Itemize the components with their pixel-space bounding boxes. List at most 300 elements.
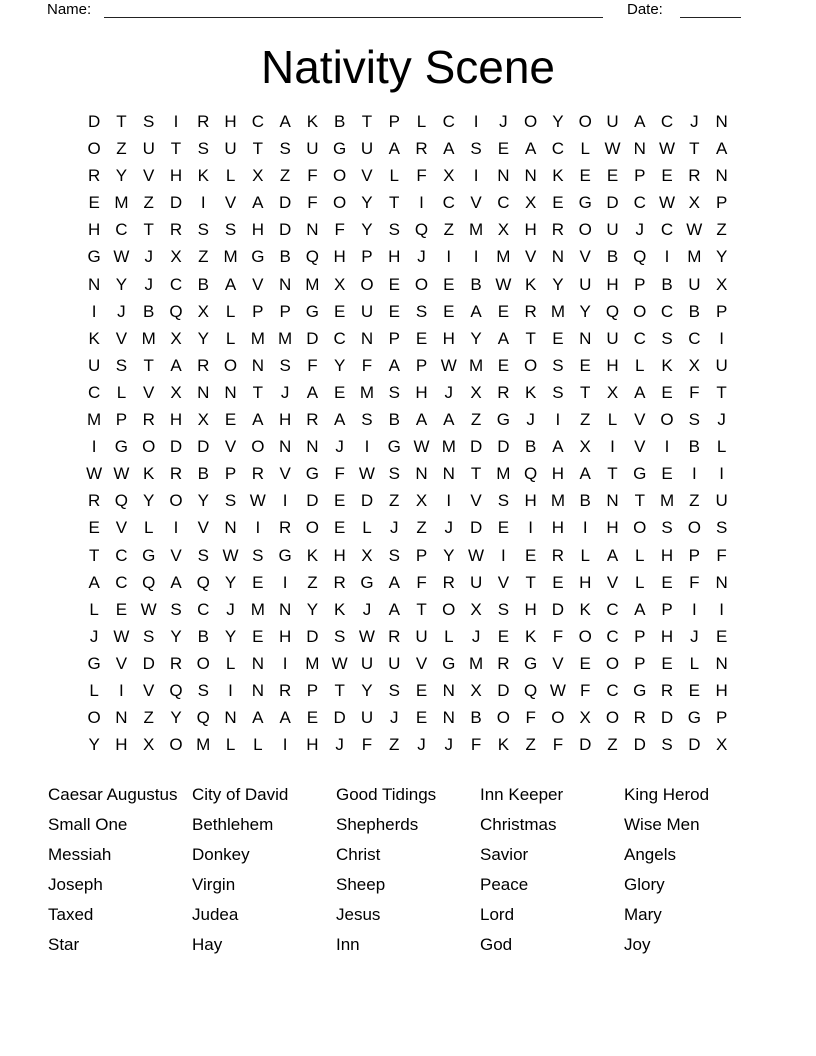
grid-cell-letter: J xyxy=(417,735,426,755)
grid-cell-letter: I xyxy=(691,599,697,619)
grid-cell-letter: M xyxy=(141,328,156,348)
grid-cell-letter: S xyxy=(470,139,482,159)
grid-cell-letter: I xyxy=(446,491,452,511)
grid-cell-letter: C xyxy=(633,193,646,213)
grid-cell-letter: E xyxy=(334,301,346,321)
grid-cell-letter: M xyxy=(196,735,211,755)
word-list-item: Hay xyxy=(192,934,223,954)
grid-cell-letter: O xyxy=(551,708,565,728)
grid-cell-letter: W xyxy=(113,464,130,484)
word-list xyxy=(48,780,816,959)
grid-cell-letter: Y xyxy=(306,599,319,619)
grid-cell-letter: O xyxy=(333,166,347,186)
grid-cell-letter: V xyxy=(361,166,373,186)
grid-cell-letter: O xyxy=(223,355,238,375)
word-list-item: Sheep xyxy=(336,874,386,894)
grid-cell-letter: S xyxy=(143,112,155,131)
grid-cell-letter: D xyxy=(606,193,619,213)
grid-cell-letter: H xyxy=(606,518,619,538)
grid-cell-letter: V xyxy=(579,247,591,267)
grid-cell-letter: Y xyxy=(143,491,155,511)
grid-cell-letter: N xyxy=(442,708,455,728)
grid-cell-letter: R xyxy=(169,220,183,240)
word-list-item: Bethlehem xyxy=(192,815,274,835)
word-list-item: Messiah xyxy=(48,845,112,865)
grid-cell-letter: Q xyxy=(633,247,647,267)
grid-cell-letter: B xyxy=(197,626,209,646)
grid-cell-letter: S xyxy=(552,382,564,402)
grid-cell-letter: T xyxy=(116,112,127,131)
grid-row xyxy=(81,542,736,569)
grid-cell-letter: A xyxy=(470,301,482,321)
grid-cell-letter: B xyxy=(688,437,700,457)
grid-cell-letter: N xyxy=(251,680,264,700)
grid-cell-letter: P xyxy=(715,708,728,728)
grid-cell-letter: C xyxy=(633,328,646,348)
grid-cell-letter: E xyxy=(115,599,128,619)
date-fill-in-line xyxy=(680,0,741,18)
grid-cell-letter: D xyxy=(306,491,319,511)
grid-cell-letter: Q xyxy=(169,301,183,321)
grid-cell-letter: E xyxy=(661,464,673,484)
grid-cell-letter: N xyxy=(306,437,319,457)
grid-cell-letter: W xyxy=(659,193,676,213)
grid-cell-letter: K xyxy=(143,464,155,484)
grid-cell-letter: E xyxy=(334,382,346,402)
grid-cell-letter: L xyxy=(635,545,645,565)
grid-cell-letter: E xyxy=(552,193,564,213)
grid-cell-letter: J xyxy=(389,708,399,728)
grid-cell-letter: O xyxy=(687,518,701,538)
grid-cell-letter: I xyxy=(473,166,479,186)
grid-cell-letter: U xyxy=(715,491,728,511)
grid-cell-letter: J xyxy=(226,599,235,619)
grid-cell-letter: D xyxy=(633,735,646,755)
grid-cell-letter: O xyxy=(578,626,592,646)
word-list-item: Shepherds xyxy=(336,815,419,835)
grid-cell-letter: E xyxy=(415,680,428,700)
grid-cell-letter: E xyxy=(88,193,100,213)
grid-cell-letter: W xyxy=(549,680,566,700)
word-list-item: Joseph xyxy=(48,874,103,894)
grid-cell-letter: I xyxy=(419,193,424,213)
grid-cell-letter: R xyxy=(551,220,565,240)
grid-cell-letter: V xyxy=(497,572,510,592)
grid-cell-letter: E xyxy=(497,355,510,375)
grid-cell-letter: E xyxy=(715,626,728,646)
grid-cell-letter: T xyxy=(252,382,264,402)
grid-cell-letter: Z xyxy=(198,247,209,267)
word-list-item: Christ xyxy=(336,845,381,865)
grid-cell-letter: G xyxy=(87,247,101,267)
grid-cell-letter: X xyxy=(688,193,700,213)
grid-cell-letter: X xyxy=(579,437,591,457)
grid-cell-letter: Q xyxy=(414,220,429,240)
grid-cell-letter: J xyxy=(526,410,535,430)
grid-cell-letter: D xyxy=(278,220,292,240)
grid-row xyxy=(81,189,736,216)
grid-cell-letter: Z xyxy=(607,735,618,755)
grid-cell-letter: G xyxy=(251,247,265,267)
grid-cell-letter: I xyxy=(364,437,370,457)
grid-cell-letter: C xyxy=(660,112,674,131)
grid-cell-letter: X xyxy=(197,410,209,430)
grid-cell-letter: E xyxy=(661,653,673,673)
grid-cell-letter: N xyxy=(88,274,101,294)
grid-cell-letter: P xyxy=(279,301,291,321)
grid-cell-letter: E xyxy=(388,274,400,294)
grid-cell-letter: L xyxy=(89,680,99,700)
grid-cell-letter: A xyxy=(388,599,400,619)
grid-cell-letter: Q xyxy=(524,680,538,700)
grid-cell-letter: D xyxy=(469,518,483,538)
grid-cell-letter: C xyxy=(169,274,183,294)
grid-cell-letter: B xyxy=(143,301,155,321)
grid-cell-letter: N xyxy=(360,328,374,348)
grid-cell-letter: L xyxy=(716,437,727,457)
word-list-item: Lord xyxy=(480,904,515,924)
grid-row xyxy=(81,135,736,162)
grid-cell-letter: J xyxy=(499,112,508,131)
grid-cell-letter: G xyxy=(387,437,401,457)
grid-cell-letter: D xyxy=(278,193,292,213)
grid-cell-letter: S xyxy=(252,545,264,565)
grid-cell-letter: K xyxy=(497,735,510,755)
grid-cell-letter: V xyxy=(224,193,237,213)
grid-cell-letter: K xyxy=(306,112,319,131)
grid-cell-letter: Y xyxy=(170,708,182,728)
grid-cell-letter: O xyxy=(524,355,538,375)
grid-cell-letter: J xyxy=(417,247,426,267)
grid-cell-letter: V xyxy=(224,437,237,457)
word-list-column xyxy=(192,780,336,959)
grid-cell-letter: X xyxy=(715,274,728,294)
word-list-item: Good Tidings xyxy=(336,785,437,805)
word-list-item: Wise Men xyxy=(624,815,700,835)
grid-cell-letter: C xyxy=(688,328,701,348)
grid-cell-letter: J xyxy=(117,301,126,321)
grid-cell-letter: O xyxy=(87,139,101,159)
grid-cell-letter: V xyxy=(470,193,482,213)
grid-cell-letter: L xyxy=(116,382,127,402)
grid-cell-letter: D xyxy=(469,437,483,457)
grid-cell-letter: V xyxy=(197,518,209,538)
grid-cell-letter: X xyxy=(497,220,510,240)
grid-cell-letter: O xyxy=(578,220,592,240)
grid-cell-letter: R xyxy=(88,491,101,511)
grid-cell-letter: T xyxy=(88,545,100,565)
grid-cell-letter: F xyxy=(334,464,345,484)
grid-cell-letter: F xyxy=(334,220,345,240)
word-list-item: King Herod xyxy=(624,785,710,805)
grid-cell-letter: A xyxy=(579,464,591,484)
grid-cell-letter: L xyxy=(635,355,645,375)
grid-cell-letter: Z xyxy=(416,518,427,538)
grid-cell-letter: I xyxy=(255,518,261,538)
grid-cell-letter: P xyxy=(252,301,264,321)
grid-cell-letter: Z xyxy=(470,410,482,430)
grid-cell-letter: S xyxy=(197,220,209,240)
grid-cell-letter: M xyxy=(687,247,702,267)
grid-cell-letter: K xyxy=(524,626,537,646)
grid-cell-letter: F xyxy=(552,626,564,646)
word-list-item: Small One xyxy=(48,815,128,835)
grid-cell-letter: C xyxy=(251,112,264,131)
grid-cell-letter: T xyxy=(389,193,400,213)
grid-cell-letter: N xyxy=(442,464,455,484)
grid-cell-letter: J xyxy=(444,382,454,402)
grid-cell-letter: T xyxy=(525,328,536,348)
grid-cell-letter: N xyxy=(251,653,264,673)
grid-cell-letter: E xyxy=(88,518,100,538)
grid-cell-letter: V xyxy=(252,274,264,294)
word-list-item: Star xyxy=(48,934,80,954)
grid-cell-letter: G xyxy=(142,545,156,565)
grid-cell-letter: U xyxy=(388,653,401,673)
grid-cell-letter: O xyxy=(305,518,319,538)
grid-cell-letter: X xyxy=(470,599,482,619)
grid-cell-letter: H xyxy=(333,247,346,267)
grid-cell-letter: R xyxy=(688,166,701,186)
grid-cell-letter: M xyxy=(468,220,484,240)
grid-cell-letter: Y xyxy=(361,680,373,700)
grid-cell-letter: U xyxy=(360,301,374,321)
grid-cell-letter: E xyxy=(334,491,346,511)
grid-cell-letter: D xyxy=(333,708,346,728)
grid-cell-letter: I xyxy=(282,653,288,673)
grid-cell-letter: R xyxy=(333,572,346,592)
grid-cell-letter: T xyxy=(170,139,182,159)
word-list-item: God xyxy=(480,934,513,954)
grid-cell-letter: S xyxy=(497,599,510,619)
grid-cell-letter: E xyxy=(252,626,264,646)
grid-cell-letter: S xyxy=(197,545,209,565)
grid-cell-letter: P xyxy=(715,193,728,213)
grid-cell-letter: W xyxy=(331,653,348,673)
grid-cell-letter: L xyxy=(416,112,427,131)
grid-cell-letter: R xyxy=(442,572,455,592)
grid-cell-letter: X xyxy=(579,708,591,728)
grid-cell-letter: S xyxy=(388,382,400,402)
grid-cell-letter: N xyxy=(197,382,210,402)
grid-cell-letter: X xyxy=(415,491,428,511)
grid-cell-letter: W xyxy=(249,491,266,511)
grid-cell-letter: U xyxy=(360,708,374,728)
grid-cell-letter: G xyxy=(578,193,592,213)
grid-cell-letter: C xyxy=(660,220,674,240)
grid-cell-letter: H xyxy=(551,464,565,484)
grid-cell-letter: W xyxy=(468,545,485,565)
grid-cell-letter: V xyxy=(279,464,291,484)
grid-cell-letter: V xyxy=(634,410,646,430)
grid-cell-letter: X xyxy=(170,328,182,348)
grid-cell-letter: N xyxy=(224,708,237,728)
grid-cell-letter: F xyxy=(307,166,318,186)
grid-cell-letter: E xyxy=(524,545,537,565)
grid-cell-letter: U xyxy=(142,139,155,159)
grid-cell-letter: S xyxy=(170,599,182,619)
grid-cell-letter: Z xyxy=(525,735,536,755)
grid-cell-letter: X xyxy=(170,382,182,402)
grid-cell-letter: R xyxy=(278,518,292,538)
word-list-item: Savior xyxy=(480,845,529,865)
grid-cell-letter: M xyxy=(223,247,238,267)
grid-cell-letter: J xyxy=(444,518,454,538)
grid-cell-letter: T xyxy=(634,491,645,511)
grid-cell-letter: F xyxy=(552,735,564,755)
grid-cell-letter: P xyxy=(415,355,428,375)
grid-cell-letter: S xyxy=(388,220,400,240)
word-list-item: Judea xyxy=(192,904,239,924)
grid-cell-letter: G xyxy=(687,708,701,728)
grid-cell-letter: A xyxy=(224,274,237,294)
grid-cell-letter: F xyxy=(689,382,700,402)
grid-row xyxy=(81,704,736,731)
grid-cell-letter: A xyxy=(606,545,619,565)
grid-cell-letter: Q xyxy=(524,464,538,484)
grid-cell-letter: E xyxy=(334,518,346,538)
grid-cell-letter: C xyxy=(333,328,346,348)
grid-cell-letter: N xyxy=(524,166,537,186)
grid-cell-letter: D xyxy=(497,680,510,700)
grid-cell-letter: C xyxy=(115,545,128,565)
word-list-item: Glory xyxy=(624,874,665,894)
grid-cell-letter: Z xyxy=(689,491,700,511)
grid-cell-letter: A xyxy=(388,572,400,592)
grid-cell-letter: I xyxy=(446,247,452,267)
grid-cell-letter: A xyxy=(634,382,646,402)
grid-cell-letter: M xyxy=(305,653,320,673)
grid-cell-letter: H xyxy=(333,545,346,565)
grid-cell-letter: H xyxy=(415,382,428,402)
grid-cell-letter: V xyxy=(115,653,128,673)
grid-cell-letter: H xyxy=(524,491,537,511)
grid-cell-letter: L xyxy=(635,572,645,592)
grid-cell-letter: G xyxy=(633,464,647,484)
grid-cell-letter: V xyxy=(143,680,155,700)
grid-cell-letter: F xyxy=(525,708,536,728)
grid-cell-letter: H xyxy=(660,626,674,646)
grid-cell-letter: G xyxy=(114,437,129,457)
grid-row xyxy=(81,596,736,623)
grid-cell-letter: E xyxy=(497,139,510,159)
grid-cell-letter: F xyxy=(416,166,427,186)
grid-cell-letter: S xyxy=(661,735,673,755)
grid-cell-letter: G xyxy=(305,301,319,321)
grid-cell-letter: D xyxy=(169,193,183,213)
grid-cell-letter: V xyxy=(143,166,155,186)
grid-cell-letter: K xyxy=(306,545,319,565)
grid-cell-letter: P xyxy=(634,626,646,646)
grid-cell-letter: V xyxy=(524,247,537,267)
grid-cell-letter: V xyxy=(606,572,619,592)
grid-cell-letter: I xyxy=(719,328,724,348)
grid-cell-letter: D xyxy=(660,708,674,728)
grid-cell-letter: Y xyxy=(224,626,237,646)
grid-cell-letter: H xyxy=(278,626,292,646)
grid-cell-letter: Q xyxy=(605,301,620,321)
grid-cell-letter: R xyxy=(142,410,155,430)
grid-cell-letter: G xyxy=(333,139,347,159)
grid-cell-letter: S xyxy=(224,491,237,511)
grid-cell-letter: B xyxy=(579,491,591,511)
grid-cell-letter: G xyxy=(442,653,456,673)
grid-cell-letter: O xyxy=(169,735,183,755)
grid-cell-letter: O xyxy=(578,112,592,131)
grid-cell-letter: N xyxy=(715,653,728,673)
grid-cell-letter: Y xyxy=(361,193,373,213)
grid-cell-letter: P xyxy=(115,410,128,430)
word-list-item: Jesus xyxy=(336,904,381,924)
word-list-item: Joy xyxy=(624,934,651,954)
grid-cell-letter: T xyxy=(525,572,536,592)
grid-cell-letter: E xyxy=(688,680,700,700)
grid-cell-letter: H xyxy=(306,735,319,755)
grid-cell-letter: W xyxy=(413,437,430,457)
grid-cell-letter: W xyxy=(222,545,239,565)
grid-cell-letter: Z xyxy=(716,220,727,240)
grid-cell-letter: C xyxy=(115,220,128,240)
grid-cell-letter: O xyxy=(605,708,620,728)
grid-cell-letter: N xyxy=(633,139,646,159)
grid-cell-letter: T xyxy=(716,382,727,402)
grid-cell-letter: V xyxy=(415,653,428,673)
grid-cell-letter: X xyxy=(361,545,373,565)
grid-cell-letter: T xyxy=(689,139,700,159)
word-list-item: Angels xyxy=(624,845,676,865)
grid-cell-letter: K xyxy=(552,166,564,186)
grid-cell-letter: S xyxy=(388,545,400,565)
grid-cell-letter: C xyxy=(497,193,510,213)
grid-cell-letter: T xyxy=(361,112,373,131)
grid-cell-letter: Z xyxy=(279,166,291,186)
grid-cell-letter: J xyxy=(335,735,344,755)
grid-cell-letter: L xyxy=(580,545,590,565)
grid-cell-letter: H xyxy=(388,247,401,267)
grid-cell-letter: I xyxy=(500,545,506,565)
grid-cell-letter: H xyxy=(551,518,565,538)
grid-cell-letter: L xyxy=(580,139,590,159)
grid-cell-letter: T xyxy=(143,355,154,375)
grid-cell-letter: D xyxy=(579,735,592,755)
word-list-item: Peace xyxy=(480,874,529,894)
grid-row xyxy=(81,243,736,270)
grid-cell-letter: M xyxy=(114,193,129,213)
grid-cell-letter: B xyxy=(661,274,673,294)
grid-cell-letter: W xyxy=(140,599,157,619)
grid-cell-letter: R xyxy=(497,382,510,402)
grid-cell-letter: P xyxy=(715,301,728,321)
grid-cell-letter: J xyxy=(389,518,399,538)
grid-cell-letter: R xyxy=(169,653,183,673)
grid-cell-letter: J xyxy=(471,626,481,646)
grid-cell-letter: W xyxy=(113,626,130,646)
grid-row xyxy=(81,677,736,704)
grid-cell-letter: K xyxy=(334,599,346,619)
grid-cell-letter: O xyxy=(524,112,538,131)
grid-cell-letter: Y xyxy=(715,247,728,267)
grid-cell-letter: J xyxy=(89,626,99,646)
grid-cell-letter: J xyxy=(362,599,372,619)
grid-cell-letter: A xyxy=(552,437,564,457)
grid-cell-letter: Q xyxy=(169,680,183,700)
grid-cell-letter: Y xyxy=(88,735,100,755)
grid-cell-letter: N xyxy=(715,166,728,186)
word-list-column xyxy=(624,780,768,959)
grid-cell-letter: Y xyxy=(443,545,455,565)
grid-cell-letter: U xyxy=(360,139,374,159)
grid-cell-letter: I xyxy=(719,599,724,619)
